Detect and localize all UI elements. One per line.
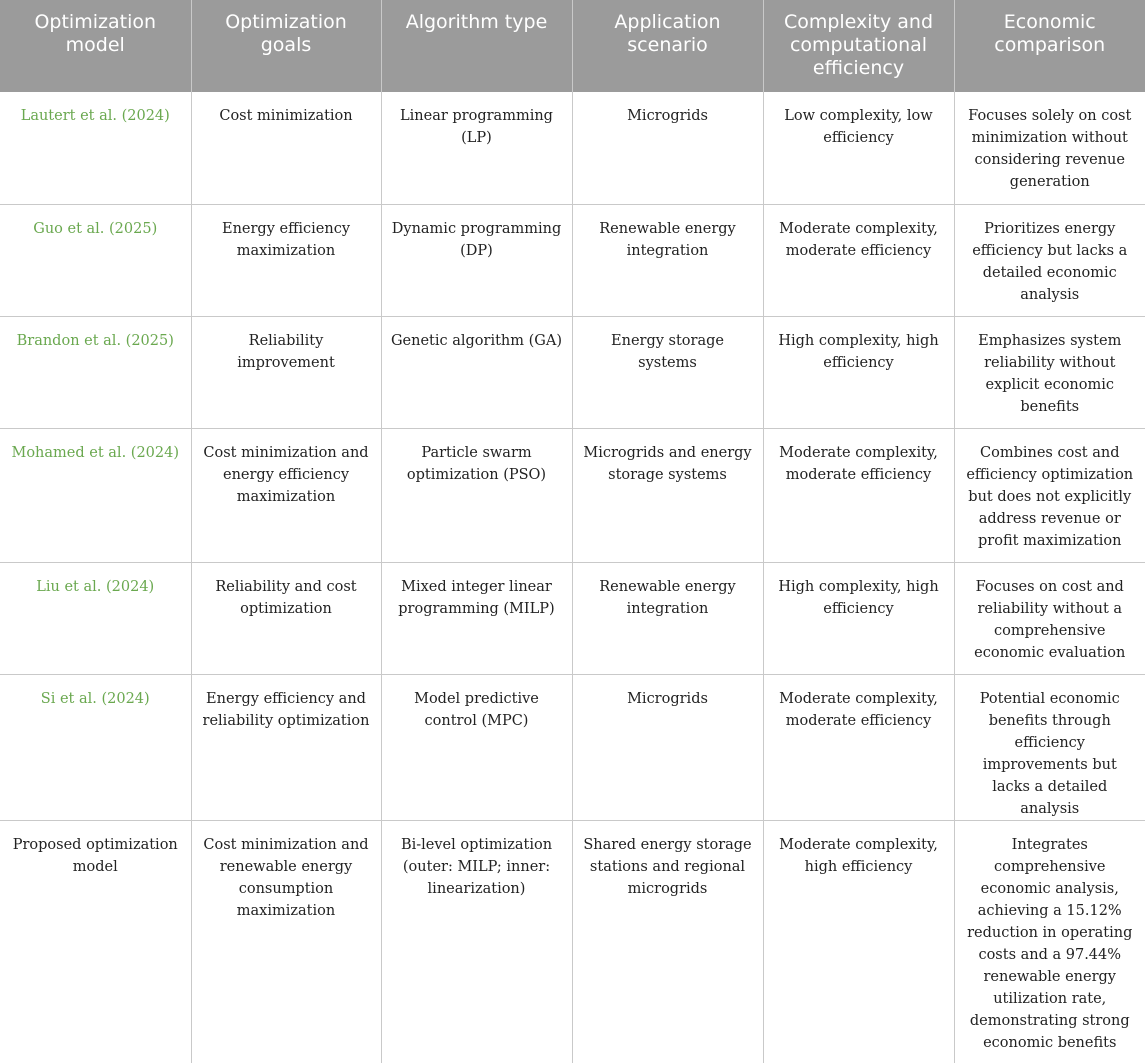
- economic-cell: Integrates comprehensive economic analysis, achieving a 15.12% reduction in operating costs and a 97.44% renewable energy utilization rate, demonstrating strong economic benefits: [967, 836, 1133, 1051]
- complexity-cell: High complexity, high efficiency: [763, 316, 954, 428]
- table-body: [0, 92, 1145, 1063]
- model-citation-link[interactable]: Liu et al. (2024): [0, 562, 191, 674]
- algorithm-cell: Genetic algorithm (GA): [381, 316, 572, 428]
- goals-cell: Reliability and cost optimization: [191, 562, 381, 674]
- header-application-scenario: Application scenario: [572, 0, 763, 92]
- goals-cell: Energy efficiency maximization: [191, 204, 381, 316]
- scenario-cell: Renewable energy integration: [572, 562, 763, 674]
- header-economic-comparison: Economic comparison: [954, 0, 1145, 92]
- goals-cell: Energy efficiency and reliability optimization: [191, 674, 381, 820]
- goals-cell: Cost minimization and energy efficiency maximization: [191, 428, 381, 562]
- table-row: [0, 92, 1145, 204]
- table-row: [0, 204, 1145, 316]
- table-row: [0, 428, 1145, 562]
- economic-cell: Potential economic benefits through efficiency improvements but lacks a detailed analysis: [954, 674, 1145, 820]
- complexity-cell: Moderate complexity, high efficiency: [763, 820, 954, 1063]
- goals-cell: Cost minimization: [191, 92, 381, 204]
- economic-cell: Combines cost and efficiency optimization but does not explicitly address revenue or profit maximization: [954, 428, 1145, 562]
- header-complexity: Complexity and computational efficiency: [763, 0, 954, 92]
- algorithm-cell: Particle swarm optimization (PSO): [381, 428, 572, 562]
- scenario-cell: Energy storage systems: [572, 316, 763, 428]
- header-optimization-goals: Optimization goals: [191, 0, 381, 92]
- model-citation-link[interactable]: Brandon et al. (2025): [0, 316, 191, 428]
- scenario-cell: Microgrids: [572, 674, 763, 820]
- scenario-cell: Shared energy storage stations and regional microgrids: [572, 820, 763, 1063]
- table-header: [0, 0, 1145, 92]
- model-citation-link[interactable]: Lautert et al. (2024): [0, 92, 191, 204]
- economic-cell: Prioritizes energy efficiency but lacks a detailed economic analysis: [954, 204, 1145, 316]
- table-row: [0, 674, 1145, 820]
- goals-cell: Cost minimization and renewable energy consumption maximization: [191, 820, 381, 1063]
- scenario-cell: Microgrids and energy storage systems: [572, 428, 763, 562]
- scenario-cell: Microgrids: [572, 92, 763, 204]
- table-row: [0, 820, 1145, 1063]
- complexity-cell: Moderate complexity, moderate efficiency: [763, 674, 954, 820]
- model-citation-link[interactable]: Mohamed et al. (2024): [0, 428, 191, 562]
- complexity-cell: Low complexity, low efficiency: [763, 92, 954, 204]
- table-row: [0, 316, 1145, 428]
- table-row: [0, 562, 1145, 674]
- algorithm-cell: Model predictive control (MPC): [381, 674, 572, 820]
- model-citation-link[interactable]: Si et al. (2024): [0, 674, 191, 820]
- economic-cell: Focuses solely on cost minimization without considering revenue generation: [954, 92, 1145, 204]
- algorithm-cell: Bi-level optimization (outer: MILP; inner: linearization): [381, 820, 572, 1063]
- complexity-cell: Moderate complexity, moderate efficiency: [763, 204, 954, 316]
- header-optimization-model: Optimization model: [0, 0, 191, 92]
- header-algorithm-type: Algorithm type: [381, 0, 572, 92]
- complexity-cell: High complexity, high efficiency: [763, 562, 954, 674]
- algorithm-cell: Dynamic programming (DP): [381, 204, 572, 316]
- model-name-cell: Proposed optimization model: [0, 820, 191, 1063]
- economic-cell: Emphasizes system reliability without explicit economic benefits: [954, 316, 1145, 428]
- algorithm-cell: Linear programming (LP): [381, 92, 572, 204]
- algorithm-cell: Mixed integer linear programming (MILP): [381, 562, 572, 674]
- economic-cell: Focuses on cost and reliability without a comprehensive economic evaluation: [954, 562, 1145, 674]
- goals-cell: Reliability improvement: [191, 316, 381, 428]
- header-row: [0, 0, 1145, 92]
- complexity-cell: Moderate complexity, moderate efficiency: [763, 428, 954, 562]
- model-citation-link[interactable]: Guo et al. (2025): [0, 204, 191, 316]
- scenario-cell: Renewable energy integration: [572, 204, 763, 316]
